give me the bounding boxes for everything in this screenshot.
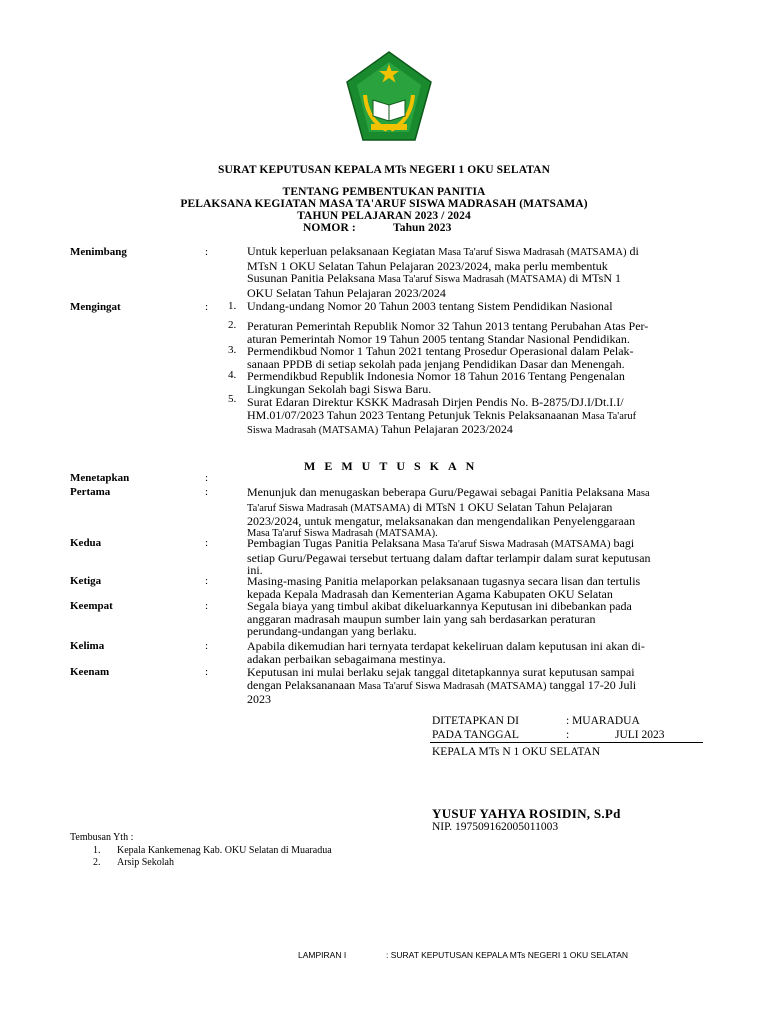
mengingat-item: Permendikbud Nomor 1 Tahun 2021 tentang Prosedur Operasional dalam Pelak- sanaan PPDB di setiap sekolah pada jenjang Pendidikan Dasar dan Menengah. [247, 344, 634, 371]
pertama-text: Menunjuk dan menugaskan beberapa Guru/Pegawai sebagai Panitia Pelaksana Masa Ta'aruf Siswa Madrasah (MATSAMA) di MTsN 1 OKU Selatan Tahun Pelajaran 2023/2024, untuk mengatur, melaksanakan dan mengendalikan Penyelenggaraan Masa Ta'aruf Siswa Madrasah (MATSAMA). [247, 485, 650, 539]
menetapkan-label: Menetapkan [70, 472, 130, 484]
ditetapkan-label: DITETAPKAN DI [432, 715, 519, 727]
subtitle-pelaksana: PELAKSANA KEGIATAN MASA TA'ARUF SISWA MADRASAH (MATSAMA) [180, 198, 588, 210]
tanggal-colon: : [566, 729, 570, 741]
colon: : [205, 600, 209, 612]
colon: : [205, 575, 209, 587]
kelima-label: Kelima [70, 640, 105, 652]
subtitle-tentang: TENTANG PEMBENTUKAN PANITIA [282, 186, 486, 198]
mengingat-item: Peraturan Pemerintah Republik Nomor 32 Tahun 2013 tentang Perubahan Atas Per- aturan Pemerintah Nomor 19 Tahun 2005 tentang Standar Nasional Pendidikan. [247, 319, 649, 346]
colon: : [205, 486, 209, 498]
kelima-text: Apabila dikemudian hari ternyata terdapat kekeliruan dalam keputusan ini akan di- adakan perbaikan sebagaimana mestinya. [247, 639, 645, 666]
mengingat-item: Surat Edaran Direktur KSKK Madrasah Dirjen Pendis No. B-2875/DJ.I/Dt.I.I/ HM.01/07/2023 Tahun 2023 Tentang Petunjuk Teknis Pelaksanaanan Masa Ta'aruf Siswa Madrasah (MATSAMA) Tahun Pelajaran 2023/2024 [247, 395, 637, 436]
list-number: 5. [228, 393, 237, 405]
colon: : [205, 640, 209, 652]
keenam-text: Keputusan ini mulai berlaku sejak tanggal ditetapkannya surat keputusan sampai dengan Pelaksananaan Masa Ta'aruf Siswa Madrasah (MATSAMA) tanggal 17-20 Juli 2023 [247, 665, 637, 706]
ditetapkan-place: : MUARADUA [566, 715, 640, 727]
menimbang-label: Menimbang [70, 246, 127, 258]
mengingat-label: Mengingat [70, 301, 121, 313]
nomor-value: Tahun 2023 [393, 222, 452, 234]
document-title: SURAT KEPUTUSAN KEPALA MTs NEGERI 1 OKU SELATAN [218, 164, 550, 176]
memutuskan-heading: MEMUTUSKAN [304, 459, 484, 473]
signer-name: YUSUF YAHYA ROSIDIN, S.Pd [432, 806, 621, 821]
ministry-logo [345, 50, 433, 142]
menimbang-text: Untuk keperluan pelaksanaan Kegiatan Masa Ta'aruf Siswa Madrasah (MATSAMA) di MTsN 1 OKU Selatan Tahun Pelajaran 2023/2024, maka perlu membentuk Susunan Panitia Pelaksana Masa Ta'aruf Siswa Madrasah (MATSAMA) di MTsN 1 OKU Selatan Tahun Pelajaran 2023/2024 [247, 244, 639, 300]
colon: : [205, 537, 209, 549]
mengingat-item: Undang-undang Nomor 20 Tahun 2003 tentang Sistem Pendidikan Nasional [247, 299, 613, 313]
signer-nip: NIP. 197509162005011003 [432, 821, 559, 833]
ketiga-label: Ketiga [70, 575, 102, 587]
tembusan-item: Kepala Kankemenag Kab. OKU Selatan di Muaradua [117, 845, 332, 856]
subtitle-tahun: TAHUN PELAJARAN 2023 / 2024 [297, 210, 471, 222]
nomor-label: NOMOR : [303, 222, 356, 234]
colon: : [205, 301, 209, 313]
tanggal-label: PADA TANGGAL [432, 729, 519, 741]
kepala-title: KEPALA MTs N 1 OKU SELATAN [432, 746, 601, 758]
tembusan-item: Arsip Sekolah [117, 857, 174, 868]
list-number: 1. [228, 300, 237, 312]
colon: : [205, 246, 209, 258]
list-number: 4. [228, 369, 237, 381]
divider [430, 742, 703, 743]
pertama-label: Pertama [70, 486, 111, 498]
keenam-label: Keenam [70, 666, 110, 678]
colon: : [205, 472, 209, 484]
kedua-text: Pembagian Tugas Panitia Pelaksana Masa Ta'aruf Siswa Madrasah (MATSAMA) bagi setiap Guru/Pegawai tersebut tertuang dalam daftar terlampir dalam surat keputusan ini. [247, 536, 651, 577]
colon: : [205, 666, 209, 678]
ketiga-text: Masing-masing Panitia melaporkan pelaksanaan tugasnya secara lisan dan tertulis kepada Kepala Madrasah dan Kementerian Agama Kabupaten OKU Selatan [247, 574, 641, 601]
tanggal-value: JULI 2023 [615, 729, 665, 741]
kedua-label: Kedua [70, 537, 102, 549]
tembusan-label: Tembusan Yth : [70, 832, 134, 843]
list-number: 1. [93, 845, 101, 856]
keempat-text: Segala biaya yang timbul akibat dikeluarkannya Keputusan ini dibebankan pada anggaran madrasah maupun sumber lain yang sah berdasarkan peraturan perundang-undangan yang berlaku. [247, 599, 632, 638]
list-number: 2. [93, 857, 101, 868]
mengingat-item: Permendikbud Republik Indonesia Nomor 18 Tahun 2016 Tentang Pengenalan Lingkungan Sekolah bagi Siswa Baru. [247, 369, 625, 396]
lampiran-text: : SURAT KEPUTUSAN KEPALA MTs NEGERI 1 OKU SELATAN [386, 950, 628, 960]
list-number: 2. [228, 319, 237, 331]
lampiran-label: LAMPIRAN I [298, 950, 347, 960]
list-number: 3. [228, 344, 237, 356]
keempat-label: Keempat [70, 600, 113, 612]
